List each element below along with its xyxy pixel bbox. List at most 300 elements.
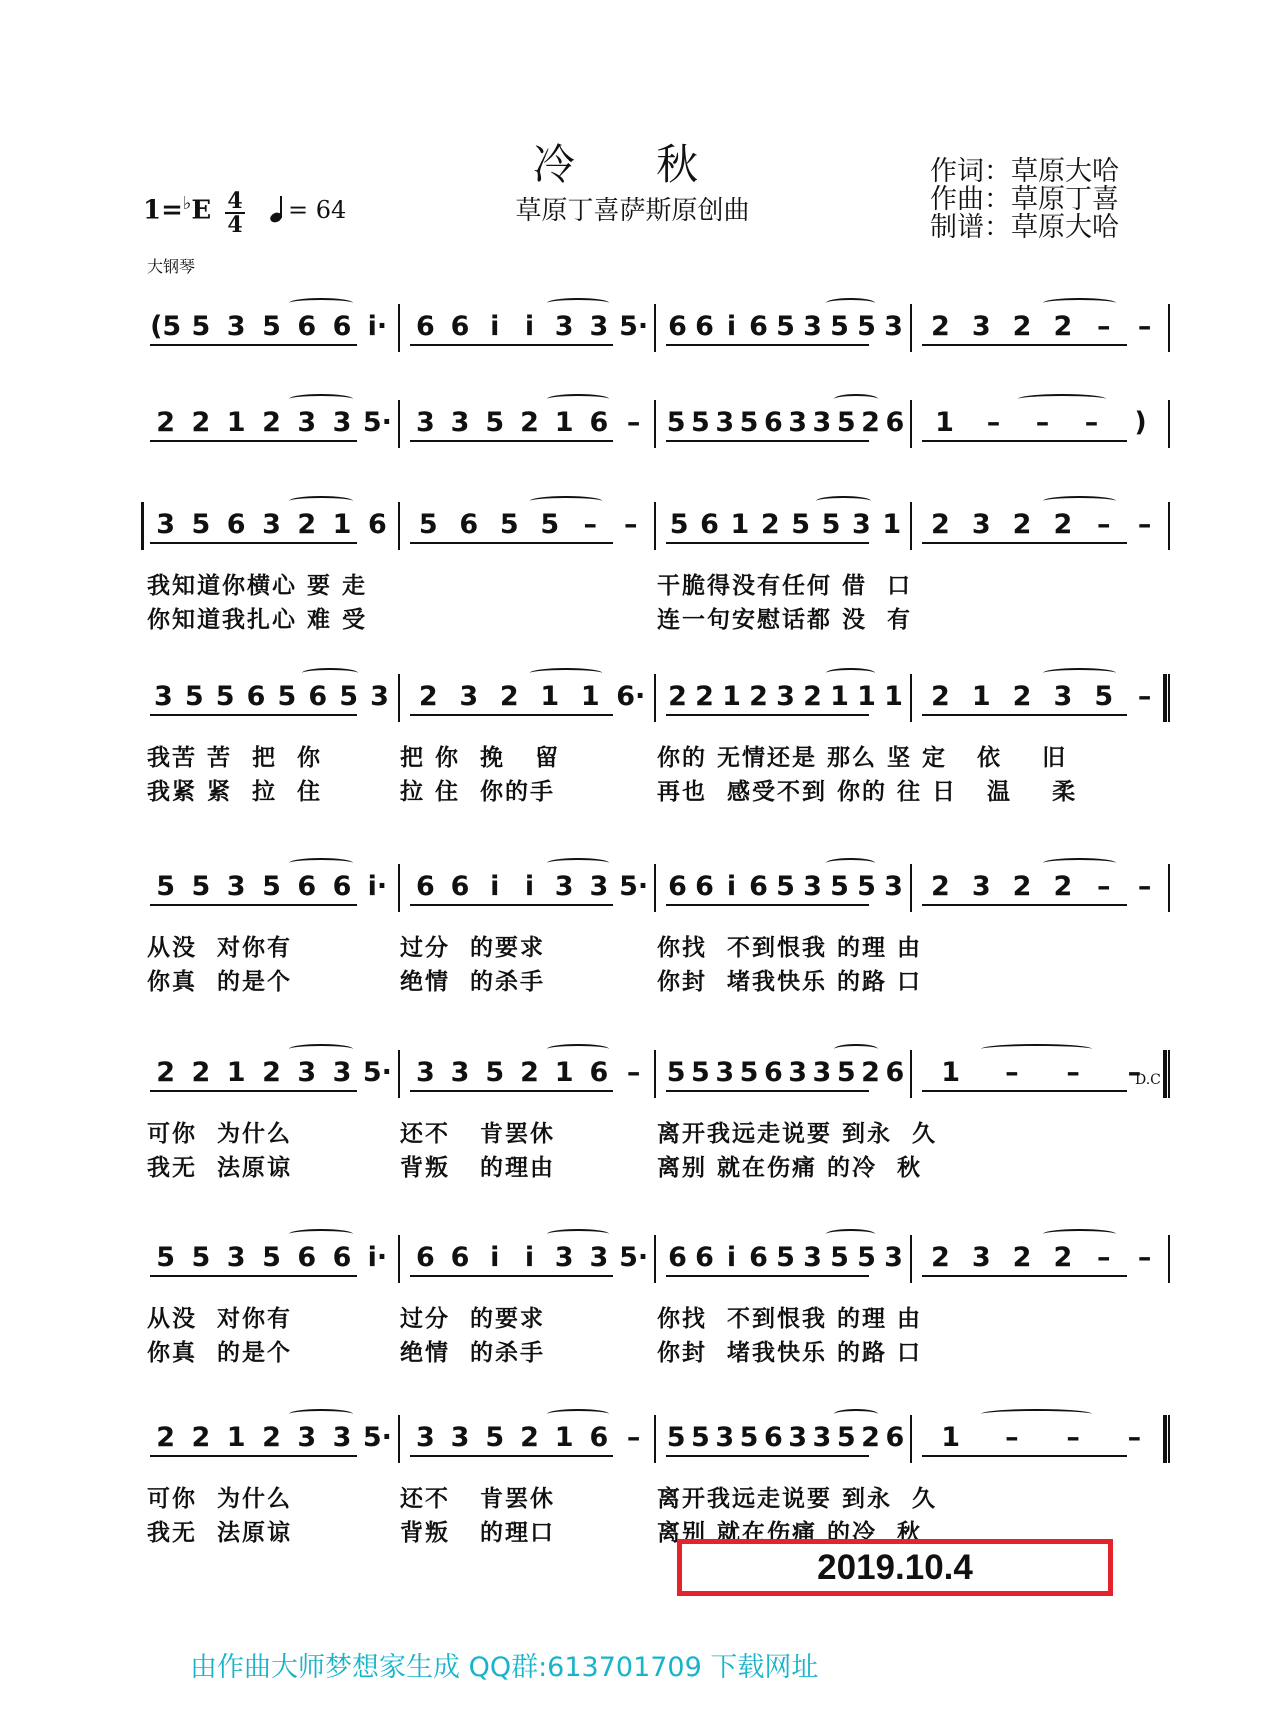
score-note: 5· <box>619 311 649 342</box>
lyric-line: 再也 感受不到 你的 往 日 温 柔 <box>657 779 1078 805</box>
score-note: 5 <box>262 311 281 342</box>
score-note: 2 <box>191 1422 211 1453</box>
barline <box>1168 864 1170 912</box>
beam-line <box>150 440 357 442</box>
slur <box>547 1409 609 1419</box>
score-note: i <box>524 311 535 342</box>
score-note: 2 <box>262 1057 281 1088</box>
score-note: 6 <box>589 1057 609 1088</box>
score-note: 5 <box>666 1422 686 1453</box>
barline <box>654 502 656 550</box>
score-note: – <box>1127 1422 1142 1453</box>
lyric-line: 还不 肯罢休 <box>400 1121 556 1147</box>
slur <box>302 668 358 678</box>
score-note: 5 <box>830 1242 849 1273</box>
barline <box>910 1415 912 1463</box>
lyric-line: 我无 法原谅 <box>147 1155 293 1181</box>
beam-line <box>410 714 613 716</box>
lyric-line: 拉 住 你的手 <box>400 779 556 805</box>
beam-line <box>150 542 357 544</box>
beam-line <box>666 542 869 544</box>
slur <box>981 1409 1091 1419</box>
footer-watermark: 由作曲大师梦想家生成 QQ群:613701709 下载网址 <box>190 1652 819 1683</box>
score-note: 6 <box>749 871 768 902</box>
score-note: 5 <box>666 1057 686 1088</box>
slur <box>826 668 875 678</box>
score-note: 3 <box>776 681 795 712</box>
score-note: 1 <box>857 681 876 712</box>
score-note: 5 <box>191 1242 211 1273</box>
slur <box>816 496 871 506</box>
score-note: 3 <box>415 1422 435 1453</box>
score-note: 3 <box>971 311 991 342</box>
score-note: 2 <box>191 1057 211 1088</box>
score-note: 2 <box>931 311 950 342</box>
score-note: 3 <box>262 509 281 540</box>
score-note: i· <box>367 871 388 902</box>
score-note: 5 <box>857 1242 876 1273</box>
score-note: 6 <box>695 311 714 342</box>
score-note: 2 <box>262 1422 281 1453</box>
score-note: 5 <box>791 509 811 540</box>
lyric-line: 我知道你横心 要 走 <box>147 573 368 599</box>
score-note: 6 <box>763 407 783 438</box>
beam-line <box>410 1090 613 1092</box>
score-note: 1 <box>580 681 600 712</box>
lyric-line: 过分 的要求 <box>400 1306 546 1332</box>
score-note: 2 <box>1053 1242 1073 1273</box>
score-note: – <box>624 509 638 540</box>
beam-line <box>922 440 1127 442</box>
score-note: 5 <box>215 681 235 712</box>
slur <box>826 858 875 868</box>
barline <box>1168 1415 1170 1463</box>
score-note: 5 <box>821 509 841 540</box>
lyric-line: 我苦 苦 把 你 <box>147 745 323 771</box>
score-note: 6 <box>450 871 470 902</box>
slur <box>826 1229 875 1239</box>
score-note: 6 <box>695 1242 714 1273</box>
score-note: 5 <box>485 1057 505 1088</box>
score-note: 1 <box>540 681 560 712</box>
score-note: 3 <box>332 1057 352 1088</box>
beam-line <box>150 1455 357 1457</box>
score-note: 5 <box>836 1057 856 1088</box>
score-note: ) <box>1134 407 1147 438</box>
barline <box>398 304 400 352</box>
score-note: (5 <box>150 311 182 342</box>
barline <box>910 1050 912 1098</box>
slur <box>826 298 875 308</box>
score-note: 6 <box>308 681 328 712</box>
score-note: 3 <box>554 871 574 902</box>
score-note: 3 <box>803 311 822 342</box>
score-note: 3 <box>370 681 389 712</box>
score-note: 5 <box>540 509 560 540</box>
barline <box>910 304 912 352</box>
lyric-line: 从没 对你有 <box>147 935 293 961</box>
score-note: 3 <box>852 509 871 540</box>
beam-line <box>410 440 613 442</box>
lyric-line: 离别 就在伤痛 的冷 秋 <box>657 1520 923 1546</box>
score-note: 2 <box>749 681 768 712</box>
repeat-end-barline <box>1163 674 1167 722</box>
lyric-line: 你知道我扎心 难 受 <box>147 607 368 633</box>
barline <box>398 400 400 448</box>
barline <box>1168 1235 1170 1283</box>
score-note: 1 <box>971 681 991 712</box>
beam-line <box>410 1455 613 1457</box>
score-note: 2 <box>1012 311 1032 342</box>
lyricist-credit: 作词：草原大哈 <box>930 156 1119 187</box>
score-note: 5 <box>739 1422 759 1453</box>
barline <box>654 1415 656 1463</box>
score-note: – <box>1005 1057 1019 1088</box>
beam-line <box>666 714 869 716</box>
slur <box>1043 298 1117 308</box>
score-note: 2 <box>861 1422 880 1453</box>
barline <box>1168 304 1170 352</box>
instrument-label: 大钢琴 <box>147 257 196 276</box>
score-note: 2 <box>156 1422 176 1453</box>
lyric-line: 你的 无情还是 那么 坚 定 依 旧 <box>657 745 1068 771</box>
double-barline <box>1163 1050 1167 1098</box>
barline <box>910 1235 912 1283</box>
score-note: 5 <box>485 1422 505 1453</box>
slur <box>1043 496 1117 506</box>
score-note: 3 <box>971 871 991 902</box>
score-note: 3 <box>788 1057 808 1088</box>
score-note: 3 <box>803 871 822 902</box>
score-note: 2 <box>1012 871 1032 902</box>
score-note: 2 <box>1012 1242 1032 1273</box>
lyric-line: 离别 就在伤痛 的冷 秋 <box>657 1155 923 1181</box>
slur <box>289 394 353 404</box>
beam-line <box>666 344 869 346</box>
score-note: 3 <box>589 871 609 902</box>
score-note: 5 <box>262 1242 281 1273</box>
lyric-line: 过分 的要求 <box>400 935 546 961</box>
barline <box>910 400 912 448</box>
score-note: i <box>490 871 500 902</box>
score-note: 1 <box>941 1422 961 1453</box>
score-note: 1 <box>941 1057 961 1088</box>
slur <box>289 1044 353 1054</box>
beam-line <box>666 1455 869 1457</box>
score-note: 3 <box>812 407 832 438</box>
beam-line <box>922 1455 1127 1457</box>
lyric-line: 我无 法原谅 <box>147 1520 293 1546</box>
score-note: 3 <box>459 681 479 712</box>
score-note: 5 <box>277 681 297 712</box>
score-note: 6 <box>885 407 905 438</box>
slur <box>289 1409 353 1419</box>
score-note: 5 <box>418 509 438 540</box>
barline <box>910 864 912 912</box>
lyric-line: 你真 的是个 <box>147 1340 293 1366</box>
score-note: 3 <box>803 1242 822 1273</box>
lyric-line: 背叛 的理由 <box>400 1155 556 1181</box>
score-note: – <box>1066 1057 1080 1088</box>
slur <box>530 496 603 506</box>
score-note: i <box>726 1242 737 1273</box>
tempo-marking: = 64 <box>270 196 346 224</box>
score-note: – <box>1097 509 1111 540</box>
beam-line <box>666 1090 869 1092</box>
barline <box>654 1050 656 1098</box>
score-note: 3 <box>297 407 317 438</box>
beam-line <box>922 344 1127 346</box>
beam-line <box>922 714 1127 716</box>
score-note: – <box>626 407 641 438</box>
score-note: 6 <box>749 311 768 342</box>
score-note: 6· <box>616 681 646 712</box>
slur <box>547 1044 609 1054</box>
song-title: 冷 秋 <box>532 140 733 189</box>
score-note: 6 <box>885 1422 905 1453</box>
beam-line <box>922 1275 1127 1277</box>
beam-line <box>410 1275 613 1277</box>
score-note: 2 <box>499 681 519 712</box>
score-note: 6 <box>246 681 266 712</box>
score-note: 2 <box>262 407 281 438</box>
beam-line <box>410 542 613 544</box>
score-note: 3 <box>154 681 173 712</box>
score-note: i <box>490 311 500 342</box>
lyric-line: 背叛 的理口 <box>400 1520 556 1546</box>
score-note: 5 <box>262 871 281 902</box>
score-note: 6 <box>297 871 317 902</box>
score-note: 5 <box>156 871 176 902</box>
score-note: – <box>1137 681 1152 712</box>
score-note: 1 <box>884 681 903 712</box>
barline <box>654 304 656 352</box>
slur <box>834 1409 878 1419</box>
score-note: 5 <box>830 871 849 902</box>
score-note: – <box>583 509 597 540</box>
score-note: 3 <box>297 1422 317 1453</box>
score-note: 2 <box>156 1057 176 1088</box>
score-note: 6 <box>668 871 687 902</box>
score-note: 5 <box>191 509 211 540</box>
score-note: – <box>1084 407 1099 438</box>
score-note: 3 <box>554 311 574 342</box>
score-note: 6 <box>459 509 479 540</box>
score-note: 3 <box>788 1422 808 1453</box>
score-note: 5 <box>691 1422 710 1453</box>
slur <box>289 1229 353 1239</box>
lyric-line: 还不 肯罢休 <box>400 1486 556 1512</box>
score-note: 5· <box>362 407 392 438</box>
score-note: i· <box>367 311 388 342</box>
slur <box>547 298 609 308</box>
lyric-line: 干脆得没有任何 借 口 <box>657 573 913 599</box>
barline <box>654 864 656 912</box>
score-note: 3 <box>884 311 903 342</box>
lyric-line: 离开我远走说要 到永 久 <box>657 1486 938 1512</box>
slur <box>289 858 353 868</box>
score-note: 1 <box>332 509 352 540</box>
score-note: 5 <box>691 1057 710 1088</box>
score-note: 5 <box>666 407 686 438</box>
score-note: 2 <box>861 1057 880 1088</box>
barline <box>398 502 400 550</box>
score-note: – <box>626 1422 641 1453</box>
score-note: 3 <box>971 1242 991 1273</box>
score-note: 5 <box>739 407 759 438</box>
score-note: 6 <box>332 871 352 902</box>
score-note: 3 <box>812 1057 832 1088</box>
score-note: i <box>524 871 535 902</box>
slur <box>530 668 603 678</box>
score-note: – <box>1137 311 1152 342</box>
score-note: 2 <box>861 407 880 438</box>
score-note: 3 <box>715 1422 735 1453</box>
score-note: 3 <box>715 407 735 438</box>
score-note: 1 <box>882 509 902 540</box>
score-note: 6 <box>332 311 352 342</box>
score-note: 2 <box>156 407 176 438</box>
beam-line <box>150 344 357 346</box>
beam-line <box>666 904 869 906</box>
score-note: 5 <box>184 681 204 712</box>
slur <box>834 1044 878 1054</box>
lyric-line: 我紧 紧 拉 住 <box>147 779 323 805</box>
score-note: 1 <box>554 407 574 438</box>
slur <box>981 1044 1091 1054</box>
score-note: 6 <box>297 1242 317 1273</box>
score-note: 1 <box>226 407 246 438</box>
score-note: 3 <box>332 407 352 438</box>
lyric-line: 你找 不到恨我 的理 由 <box>657 1306 923 1332</box>
score-note: 6 <box>700 509 719 540</box>
barline <box>398 1050 400 1098</box>
score-note: 2 <box>931 1242 950 1273</box>
score-note: i <box>726 311 737 342</box>
score-note: 6 <box>367 509 387 540</box>
song-subtitle: 草原丁喜萨斯原创曲 <box>515 196 750 226</box>
lyric-line: 你真 的是个 <box>147 969 293 995</box>
lyric-line: 你封 堵我快乐 的路 口 <box>657 1340 923 1366</box>
score-note: i· <box>367 1242 388 1273</box>
score-note: 3 <box>589 311 609 342</box>
score-note: 3 <box>450 1057 470 1088</box>
score-note: 6 <box>332 1242 352 1273</box>
score-note: 5 <box>857 311 876 342</box>
score-note: 6 <box>668 1242 687 1273</box>
score-note: 3 <box>450 407 470 438</box>
barline <box>1168 674 1170 722</box>
score-note: 1 <box>554 1057 574 1088</box>
composer-credit: 作曲：草原丁喜 <box>930 184 1119 215</box>
lyric-line: 连一句安慰话都 没 有 <box>657 607 913 633</box>
score-note: 6 <box>226 509 246 540</box>
score-note: 2 <box>1012 681 1032 712</box>
score-note: 5 <box>339 681 359 712</box>
score-note: 2 <box>520 1057 539 1088</box>
score-note: 2 <box>1053 871 1073 902</box>
score-note: 2 <box>520 1422 539 1453</box>
score-note: 1 <box>935 407 954 438</box>
score-note: 5 <box>156 1242 176 1273</box>
score-note: 5 <box>857 871 876 902</box>
score-note: 6 <box>415 311 435 342</box>
score-note: 6 <box>415 871 435 902</box>
score-note: 6 <box>450 311 470 342</box>
lyric-line: 把 你 挽 留 <box>400 745 561 771</box>
arranger-credit: 制谱：草原大哈 <box>930 212 1119 243</box>
slur <box>547 394 609 404</box>
score-note: 3 <box>971 509 991 540</box>
score-note: – <box>626 1057 641 1088</box>
slur <box>547 858 609 868</box>
lyric-line: 可你 为什么 <box>147 1121 293 1147</box>
score-note: 3 <box>297 1057 317 1088</box>
score-note: 2 <box>1053 509 1073 540</box>
score-note: 2 <box>803 681 822 712</box>
lyric-line: 你找 不到恨我 的理 由 <box>657 935 923 961</box>
score-note: 5· <box>362 1422 392 1453</box>
time-signature: 4 4 <box>225 190 245 236</box>
repeat-start-barline <box>141 502 144 550</box>
lyric-line: 可你 为什么 <box>147 1486 293 1512</box>
barline <box>1168 502 1170 550</box>
score-note: 5 <box>499 509 519 540</box>
score-note: 2 <box>191 407 211 438</box>
score-note: 6 <box>763 1422 783 1453</box>
score-note: 2 <box>931 871 950 902</box>
score-note: 6 <box>297 311 317 342</box>
barline <box>398 1235 400 1283</box>
score-note: 1 <box>226 1057 246 1088</box>
lyric-line: 离开我远走说要 到永 久 <box>657 1121 938 1147</box>
score-note: – <box>1066 1422 1080 1453</box>
score-note: 5 <box>691 407 710 438</box>
barline <box>1168 1050 1170 1098</box>
score-note: 3 <box>226 871 246 902</box>
barline <box>398 1415 400 1463</box>
score-note: i <box>726 871 737 902</box>
score-note: 5 <box>669 509 689 540</box>
score-note: 5· <box>362 1057 392 1088</box>
score-note: 5 <box>191 871 211 902</box>
beam-line <box>922 542 1127 544</box>
score-note: 3 <box>450 1422 470 1453</box>
score-note: 6 <box>695 871 714 902</box>
beam-line <box>410 344 613 346</box>
barline <box>1168 400 1170 448</box>
score-note: – <box>1137 1242 1152 1273</box>
score-note: 3 <box>812 1422 832 1453</box>
score-note: 6 <box>415 1242 435 1273</box>
score-note: 5 <box>776 311 795 342</box>
score-note: 2 <box>1053 311 1073 342</box>
slur <box>1043 668 1117 678</box>
score-note: 2 <box>418 681 438 712</box>
beam-line <box>666 440 869 442</box>
score-note: – <box>1097 311 1111 342</box>
score-note: 5 <box>739 1057 759 1088</box>
slur <box>834 394 878 404</box>
slur <box>547 1229 609 1239</box>
score-note: 1 <box>722 681 741 712</box>
beam-line <box>922 904 1127 906</box>
score-note: 2 <box>760 509 780 540</box>
score-note: 6 <box>589 407 609 438</box>
score-note: 5 <box>836 407 856 438</box>
score-note: 6 <box>885 1057 905 1088</box>
slur <box>1043 1229 1117 1239</box>
